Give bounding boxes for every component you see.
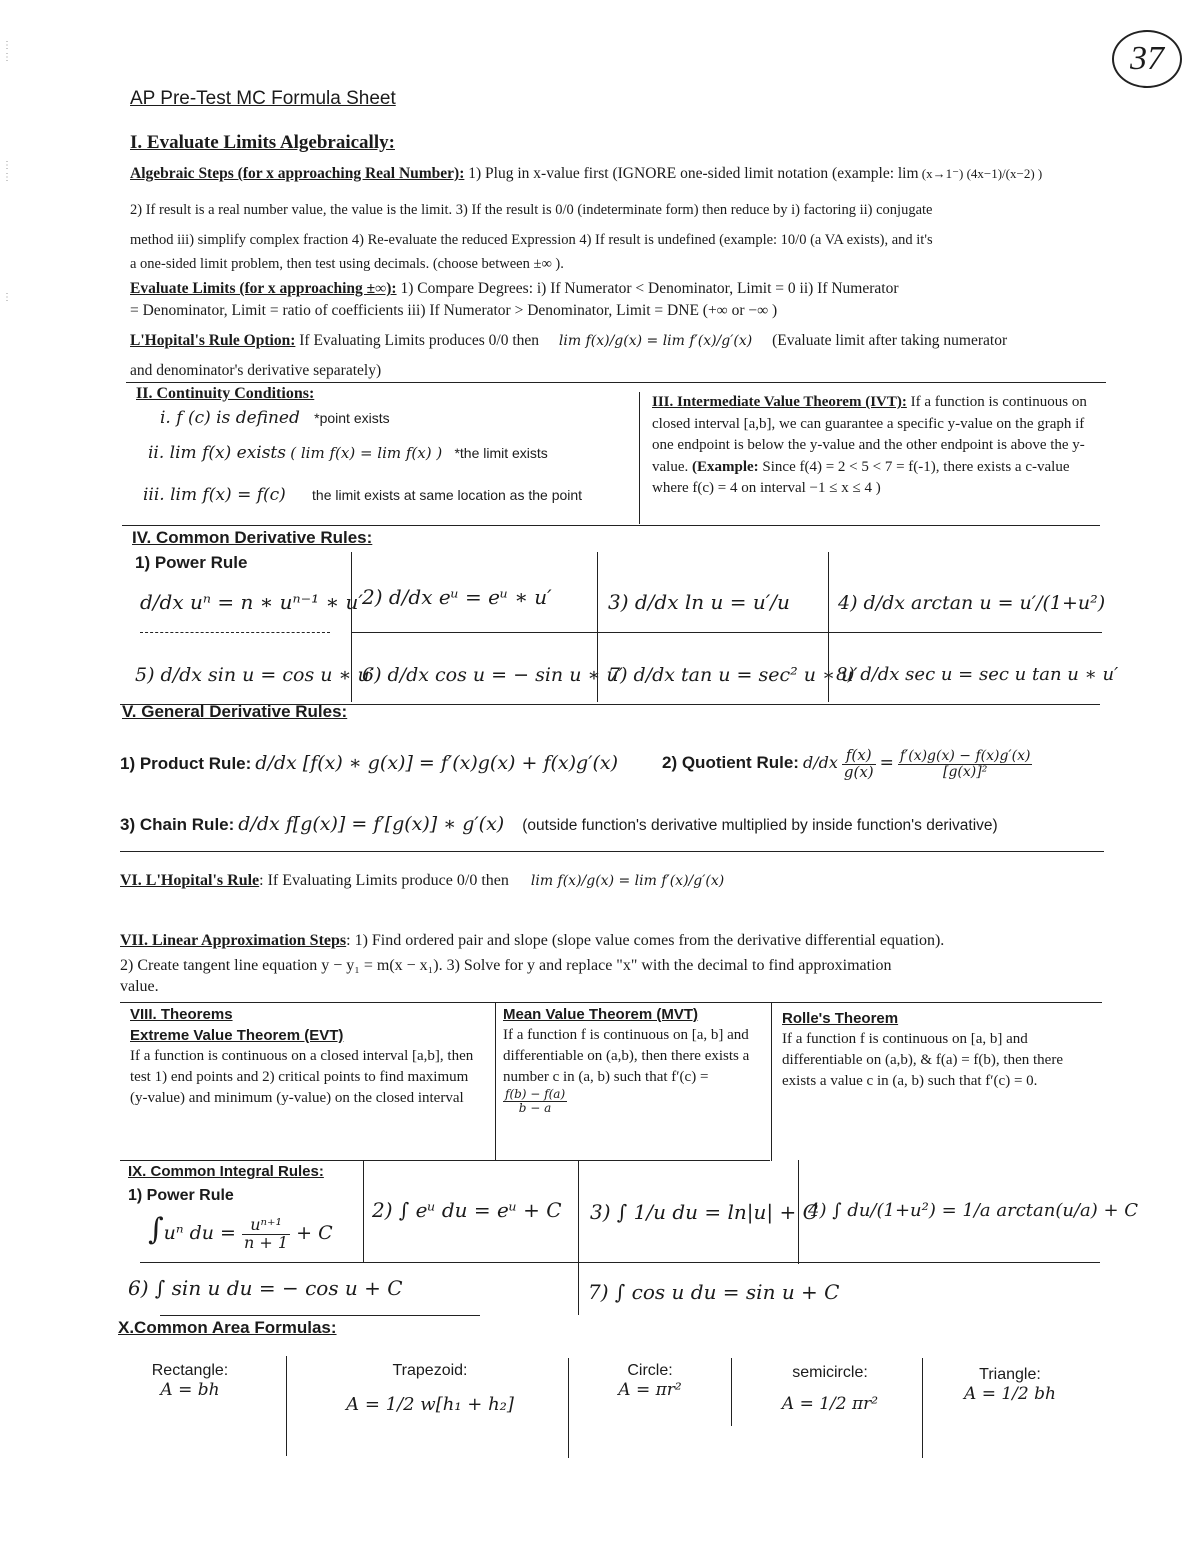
lhopital-option-line — [130, 330, 1007, 352]
divider — [771, 1003, 772, 1161]
lhopital-option-line2: and denominator's derivative separately) — [130, 362, 382, 379]
section-7-line1 — [120, 930, 944, 951]
divider — [126, 382, 1106, 383]
product-rule-line — [120, 752, 618, 774]
area-circle-formula: A = πr² — [618, 1380, 682, 1400]
section-3-block — [652, 392, 1097, 500]
area-rectangle-formula: A = bh — [160, 1380, 220, 1400]
integral-rule-1: ∫uⁿ du = $\frac{\text{uⁿ⁺¹}}{n + 1}$ + C — [148, 1212, 333, 1252]
section-8-evt-block — [130, 1004, 488, 1109]
divider — [286, 1356, 287, 1456]
area-trapezoid-formula: A = 1/2 w[h₁ + h₂] — [346, 1394, 514, 1415]
area-semicircle-formula: A = 1/2 πr² — [781, 1394, 879, 1414]
page-title: AP Pre-Test MC Formula Sheet — [130, 88, 396, 109]
mvt-text: If a function f is continuous on [a, b] and differentiable on (a,b), then there exists a number c in (a, b) such that f′(c) = — [503, 1027, 750, 1085]
integral-power-label: 1) Power Rule — [128, 1187, 234, 1204]
continuity-cond-2-note: *the limit exists — [454, 445, 548, 461]
section-7-heading: VII. Linear Approximation Steps — [120, 932, 347, 949]
divider — [363, 1160, 364, 1262]
divider — [140, 1262, 1100, 1263]
evt-text: If a function is continuous on a closed interval [a,b], then test 1) end points and 2) critical points to find maximum (y-value) and minimum (y-value) on the closed interval — [130, 1048, 474, 1106]
area-semicircle-name: semicircle: — [792, 1364, 868, 1381]
lhopital-option-text: If Evaluating Limits produces 0/0 then — [299, 332, 540, 349]
section-6-heading: VI. L'Hopital's Rule — [120, 872, 260, 889]
area-triangle — [945, 1366, 1075, 1404]
page-number: 37 — [1130, 40, 1164, 77]
chain-rule-formula: d/dx f[g(x)] = f′[g(x)] ∗ g′(x) — [238, 813, 505, 835]
divider — [352, 632, 1102, 633]
divider — [639, 392, 640, 524]
rolle-title: Rolle's Theorem — [782, 1010, 899, 1027]
chain-rule-line — [120, 813, 998, 835]
divider — [578, 1160, 579, 1315]
area-rectangle — [130, 1362, 250, 1400]
product-rule-label: 1) Product Rule: — [120, 754, 252, 773]
section-8-rolle-block — [782, 1008, 1082, 1092]
divider — [351, 552, 352, 702]
deriv-rule-1: d/dx uⁿ = n ∗ uⁿ⁻¹ ∗ u′ — [140, 590, 363, 614]
divider — [731, 1358, 732, 1426]
section-7-text2: 2) Create tangent line equation y − y₁ = m(x − x₁). 3) Solve for y and replace "x" with the decimal to find approximation — [120, 957, 892, 974]
algebraic-steps-label: Algebraic Steps (for x approaching Real Number): — [130, 165, 465, 182]
continuity-cond-1 — [160, 408, 390, 428]
section-7-text1: : 1) Find ordered pair and slope (slope value comes from the derivative differential equation). — [346, 932, 945, 949]
ivt-text: If a function is continuous on closed interval [a,b], we can guarantee a specific y-value on the graph if one endpoint is below the y-value and the other endpoint is above the y-value. — [652, 394, 1087, 475]
divider — [597, 552, 598, 702]
chain-rule-label: 3) Chain Rule: — [120, 815, 235, 834]
page-number-badge — [1112, 30, 1182, 88]
section-8-heading: VIII. Theorems — [130, 1006, 233, 1023]
deriv-rule-2: 2) d/dx eᵘ = eᵘ ∗ u′ — [362, 585, 552, 609]
ivt-example-text: Since f(4) = 2 < 5 < 7 = f(-1), there exists a c-value where f(c) = 4 on interval −1 ≤ x ≤ 4 ) — [652, 458, 1070, 496]
section-8-mvt-block: Mean Value Theorem (MVT) If a function f is continuous on [a, b] and differentiable on (a,b), then there exists a number c in (a, b) such that f′(c) = $\frac{f(b) - f(a)}{b - a}$ — [503, 1004, 765, 1114]
algebraic-steps-text1: 1) Plug in x-value first (IGNORE one-sided limit notation (example: lim — [468, 165, 919, 182]
area-triangle-formula: A = 1/2 bh — [964, 1384, 1056, 1404]
deriv-rule-7: 7) d/dx tan u = sec² u ∗ u′ — [608, 664, 858, 686]
integral-rule-7: 7) ∫ cos u du = sin u + C — [588, 1280, 840, 1304]
divider — [120, 1160, 770, 1161]
continuity-cond-3-note: the limit exists at same location as the point — [312, 487, 583, 503]
ivt-example-label: (Example: — [691, 458, 759, 475]
quotient-rule-label: 2) Quotient Rule: — [662, 752, 799, 772]
continuity-cond-3-text: iii. lim f(x) = f(c) — [143, 485, 286, 505]
area-circle-name: Circle: — [627, 1362, 673, 1379]
algebraic-steps-text2: 2) If result is a real number value, the value is the limit. 3) If the result is 0/0 (indeterminate form) then reduce by i) factoring ii) conjugate — [130, 202, 933, 218]
infinity-limits-text1: 1) Compare Degrees: i) If Numerator < Denominator, Limit = 0 ii) If Numerator — [400, 280, 899, 297]
area-circle — [580, 1362, 720, 1400]
algebraic-steps-text3: method iii) simplify complex fraction 4) Re-evaluate the reduced Expression 4) If result is undefined (example: 10/0 (a VA exists), and it's — [130, 232, 933, 248]
section-5-heading: V. General Derivative Rules: — [122, 702, 348, 721]
algebraic-steps-text4: a one-sided limit problem, then test using decimals. (choose between ±∞ ). — [130, 256, 564, 272]
divider — [120, 851, 1104, 852]
deriv-rule-8: 8) d/dx sec u = sec u tan u ∗ u′ — [836, 664, 1119, 685]
divider — [160, 1315, 480, 1316]
section-1-algebraic-line1: Algebraic Steps (for x approaching Real Number): 1) Plug in x-value first (IGNORE one-sided limit notation (example: lim (x→1⁻) (4x−1)/(x−2) ) — [130, 165, 1043, 182]
deriv-rule-6: 6) d/dx cos u = − sin u ∗ u′ — [362, 664, 623, 686]
infinity-limits-text2: = Denominator, Limit = ratio of coefficients iii) If Numerator > Denominator, Limit = DNE (+∞ or −∞ ) — [130, 302, 778, 319]
section-10-heading: X.Common Area Formulas: — [118, 1318, 337, 1337]
section-1-heading: I. Evaluate Limits Algebraically: — [130, 132, 395, 153]
area-trapezoid — [320, 1362, 540, 1415]
divider — [828, 552, 829, 702]
continuity-cond-2: ii. lim f(x) exists ( lim f(x) = lim f(x) ) *the limit exists — [148, 443, 548, 463]
lhopital-option-label: L'Hopital's Rule Option: — [130, 332, 296, 349]
section-1-infinity-line1 — [130, 278, 1110, 299]
integral-rule-2: 2) ∫ eᵘ du = eᵘ + C — [372, 1198, 562, 1222]
continuity-cond-2-text: ii. lim f(x) exists — [148, 443, 286, 463]
product-rule-formula: d/dx [f(x) ∗ g(x)] = f′(x)g(x) + f(x)g′(x) — [255, 752, 619, 774]
section-9-heading: IX. Common Integral Rules: — [128, 1163, 324, 1180]
section-2-heading: II. Continuity Conditions: — [136, 385, 315, 402]
lhopital-option-formula: lim f(x)/g(x) = lim f′(x)/g′(x) — [558, 333, 753, 349]
divider — [495, 1003, 496, 1161]
area-trapezoid-name: Trapezoid: — [392, 1362, 468, 1379]
deriv-rule-4: 4) d/dx arctan u = u′/(1+u²) — [838, 592, 1106, 614]
area-semicircle — [760, 1364, 900, 1414]
divider — [120, 1002, 1102, 1003]
divider — [922, 1358, 923, 1458]
margin-marks: ⋮ ⋮ ⋮ ⋮ ⋮ — [2, 40, 12, 303]
divider — [798, 1160, 799, 1264]
area-triangle-name: Triangle: — [979, 1366, 1041, 1383]
continuity-cond-1-note: *point exists — [314, 410, 390, 426]
section-6-text: : If Evaluating Limits produce 0/0 then — [259, 872, 509, 889]
mvt-title: Mean Value Theorem (MVT) — [503, 1006, 699, 1023]
section-7-text3: value. — [120, 978, 159, 995]
chain-rule-note: (outside function's derivative multiplied by inside function's derivative) — [522, 817, 998, 834]
power-rule-label: 1) Power Rule — [135, 553, 248, 572]
quotient-rule-formula: $\frac{f(x)}{g(x)}$ — [843, 746, 874, 781]
divider — [140, 632, 330, 633]
area-rectangle-name: Rectangle: — [151, 1362, 229, 1379]
infinity-limits-label: Evaluate Limits (for x approaching ±∞): — [130, 280, 397, 297]
divider — [122, 525, 1100, 526]
deriv-rule-5: 5) d/dx sin u = cos u ∗ u′ — [135, 664, 375, 686]
deriv-rule-3: 3) d/dx ln u = u′/u — [608, 590, 790, 614]
integral-rule-4: 4) ∫ du/(1+u²) = 1/a arctan(u/a) + C — [808, 1200, 1139, 1221]
continuity-cond-3 — [143, 485, 582, 505]
integral-rule-3: 3) ∫ 1/u du = ln|u| + C — [590, 1200, 818, 1224]
lhopital-option-after: (Evaluate limit after taking numerator — [772, 332, 1008, 349]
quotient-rule-line: 2) Quotient Rule: d/dx $\frac{f(x)}{g(x)}$ = $\frac{f'(x)g(x) - f(x)g'(x)}{\text{[g(x)]²}}$ — [662, 746, 1031, 781]
section-3-heading: III. Intermediate Value Theorem (IVT): — [652, 394, 907, 410]
divider — [568, 1358, 569, 1458]
section-4-heading: IV. Common Derivative Rules: — [132, 528, 373, 547]
section-6-line: VI. L'Hopital's Rule: If Evaluating Limits produce 0/0 then lim f(x)/g(x) = lim f′(x)/g′(x) — [120, 872, 725, 889]
continuity-cond-1-text: i. f (c) is defined — [160, 408, 300, 428]
rolle-text: If a function f is continuous on [a, b] and differentiable on (a,b), & f(a) = f(b), then there exists a value c in (a, b) such that f′(c) = 0. — [782, 1031, 1063, 1089]
integral-rule-6: 6) ∫ sin u du = − cos u + C — [128, 1276, 403, 1300]
evt-title: Extreme Value Theorem (EVT) — [130, 1027, 344, 1044]
